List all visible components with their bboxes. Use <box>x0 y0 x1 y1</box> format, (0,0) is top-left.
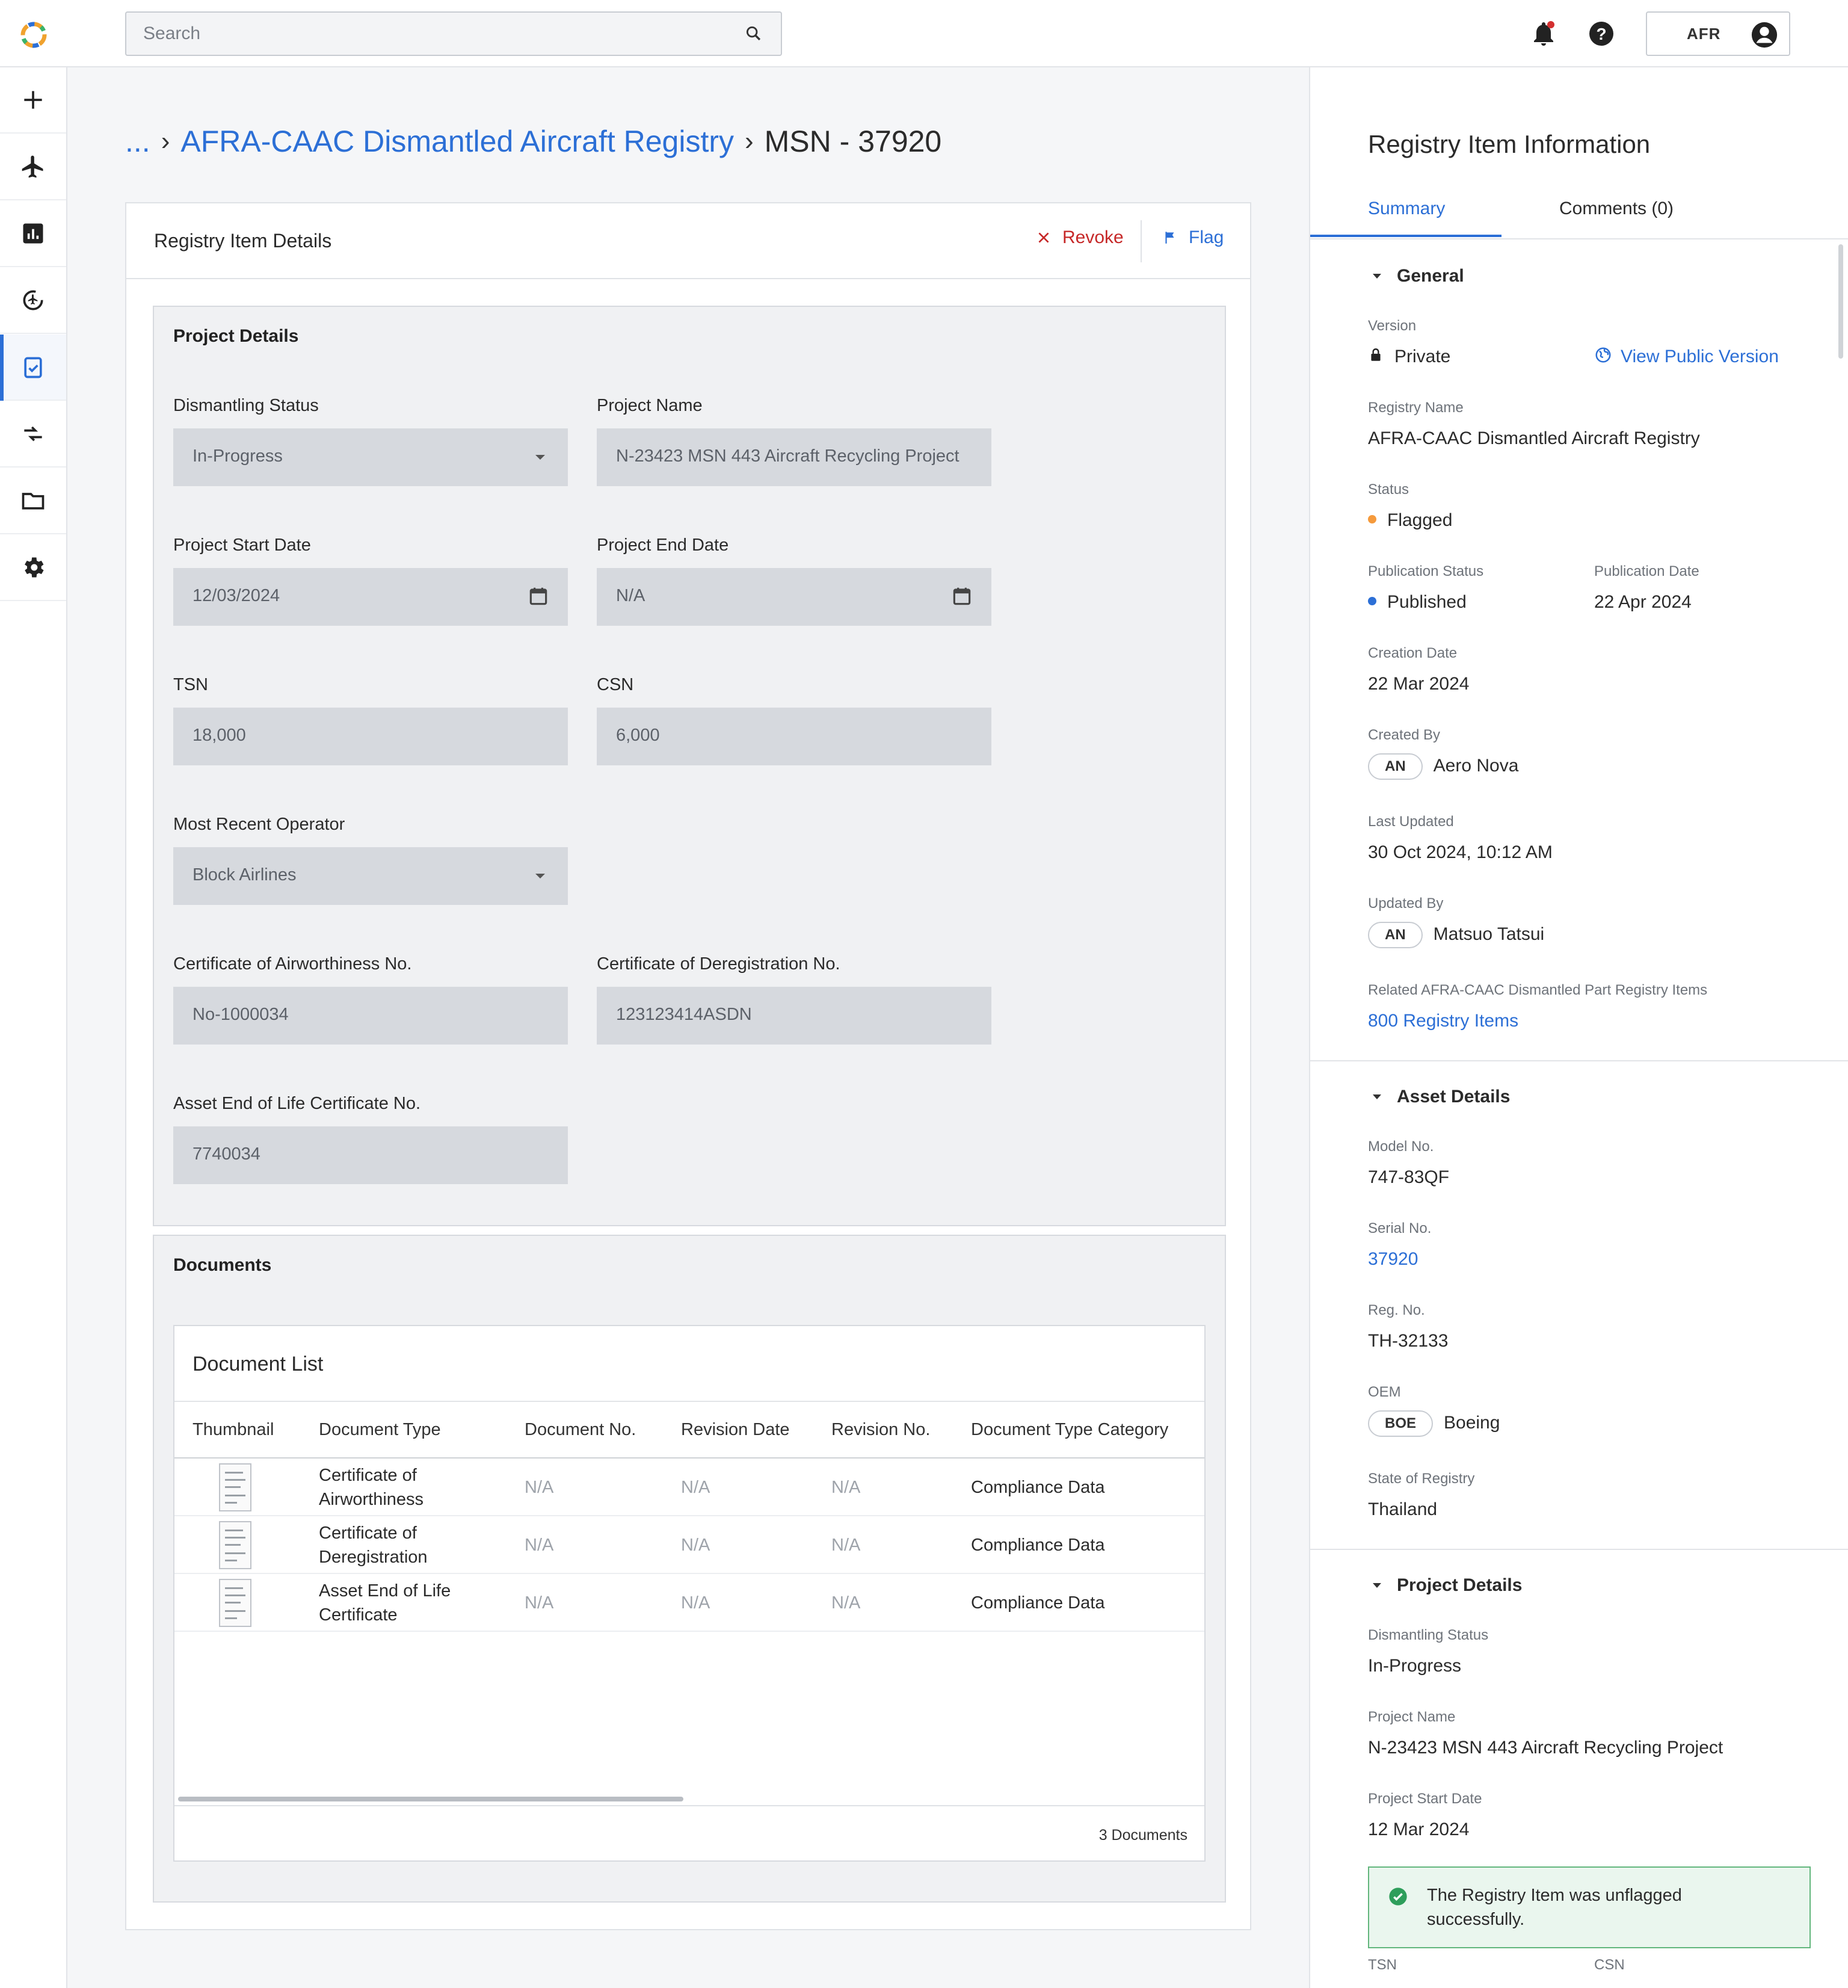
breadcrumb-separator: › <box>161 126 170 156</box>
field-label: Most Recent Operator <box>173 815 345 834</box>
related-items-link[interactable]: 800 Registry Items <box>1368 1011 1519 1031</box>
revoke-button[interactable] <box>1036 227 1124 248</box>
document-type-line: Certificate <box>319 1605 398 1625</box>
view-public-version-link[interactable] <box>1594 347 1779 367</box>
table-header <box>174 1401 1204 1459</box>
document-type <box>319 1521 428 1569</box>
state-label: State of Registry <box>1368 1471 1475 1487</box>
field-value: N-23423 MSN 443 Aircraft Recycling Project <box>616 446 959 466</box>
oem-name: Boeing <box>1444 1412 1500 1433</box>
revision-number: N/A <box>831 1478 861 1497</box>
state-value: Thailand <box>1368 1499 1438 1519</box>
clipboard-check-icon <box>20 354 46 380</box>
breadcrumb-ellipsis[interactable]: ... <box>125 125 150 158</box>
column-header[interactable]: Thumbnail <box>192 1420 274 1439</box>
model-value: 747-83QF <box>1368 1167 1450 1187</box>
version-text: Private <box>1394 347 1451 366</box>
field-value: 7740034 <box>192 1144 260 1164</box>
field-label: Project Name <box>597 396 703 415</box>
nav-create[interactable] <box>0 67 66 134</box>
revision-date: N/A <box>681 1478 710 1497</box>
search-bar <box>125 11 782 56</box>
created-by-label: Created By <box>1368 727 1441 743</box>
document-type <box>319 1463 424 1511</box>
serial-link[interactable]: 37920 <box>1368 1249 1418 1269</box>
nav-aircraft[interactable] <box>0 134 66 200</box>
oem-value <box>1368 1410 1500 1437</box>
field-label: CSN <box>597 675 634 694</box>
left-nav-rail <box>0 67 67 1988</box>
registry-name-value: AFRA-CAAC Dismantled Aircraft Registry <box>1368 428 1700 448</box>
creation-date-label: Creation Date <box>1368 645 1458 661</box>
dismantling-value: In-Progress <box>1368 1656 1462 1676</box>
registry-info-panel <box>1309 67 1848 1988</box>
serial-label: Serial No. <box>1368 1220 1432 1236</box>
document-thumbnail[interactable] <box>219 1579 251 1627</box>
account-icon <box>1751 21 1778 49</box>
document-type-line: Airworthiness <box>319 1490 424 1509</box>
horizontal-scrollbar[interactable] <box>178 1797 683 1801</box>
org-code: AFR <box>1687 25 1721 43</box>
revision-date: N/A <box>681 1593 710 1613</box>
table-row[interactable] <box>174 1516 1204 1574</box>
operator-select[interactable] <box>173 847 568 905</box>
top-bar <box>0 0 1848 67</box>
project-name-value: N-23423 MSN 443 Aircraft Recycling Project <box>1368 1738 1723 1758</box>
table-footer <box>174 1805 1204 1860</box>
publication-status-text: Published <box>1387 592 1467 612</box>
svg-text:?: ? <box>1596 25 1607 43</box>
document-number: N/A <box>525 1593 554 1613</box>
related-items-label: Related AFRA-CAAC Dismantled Part Registry Items <box>1368 982 1708 998</box>
updated-by-value <box>1368 922 1544 948</box>
project-group-toggle[interactable] <box>1368 1575 1522 1596</box>
search-input[interactable] <box>143 13 721 55</box>
publication-status-label: Publication Status <box>1368 563 1484 579</box>
publication-status-dot <box>1368 597 1376 605</box>
oem-label: OEM <box>1368 1384 1401 1400</box>
chart-icon <box>20 220 46 247</box>
document-number: N/A <box>525 1478 554 1497</box>
calendar-icon[interactable] <box>950 585 973 608</box>
start-date-label: Project Start Date <box>1368 1791 1482 1807</box>
field-value: Block Airlines <box>192 865 297 884</box>
group-divider <box>1310 1549 1848 1550</box>
publication-date-label: Publication Date <box>1594 563 1699 579</box>
column-header[interactable]: Document No. <box>525 1420 636 1439</box>
calendar-icon[interactable] <box>527 585 550 608</box>
plus-icon <box>20 87 46 113</box>
field-value: 12/03/2024 <box>192 586 280 605</box>
airworthiness-cert-field[interactable] <box>173 987 568 1045</box>
document-category: Compliance Data <box>971 1478 1105 1497</box>
flag-button[interactable] <box>1162 227 1224 248</box>
nav-settings[interactable] <box>0 535 66 601</box>
field-value: 18,000 <box>192 726 246 745</box>
documents-section <box>153 1235 1226 1903</box>
field-value: In-Progress <box>192 446 283 466</box>
field-label: Certificate of Airworthiness No. <box>173 954 412 974</box>
version-value <box>1368 347 1450 367</box>
flag-label: Flag <box>1189 227 1224 247</box>
app-logo[interactable] <box>17 18 51 52</box>
registry-item-details-card <box>125 202 1251 1930</box>
tsn-field[interactable] <box>173 708 568 765</box>
oem-chip: BOE <box>1368 1410 1433 1437</box>
updated-by-name: Matsuo Tatsui <box>1433 924 1545 944</box>
breadcrumb <box>125 124 941 159</box>
globe-icon <box>1594 346 1612 364</box>
panel-title: Registry Item Information <box>1368 130 1651 158</box>
nav-files[interactable] <box>0 468 66 534</box>
field-label: Certificate of Deregistration No. <box>597 954 840 974</box>
group-title: General <box>1397 266 1464 286</box>
notification-bell-icon[interactable] <box>1529 19 1558 48</box>
gear-icon <box>20 554 46 581</box>
close-icon <box>1036 230 1052 245</box>
reg-label: Reg. No. <box>1368 1302 1425 1318</box>
document-count: 3 Documents <box>1098 1827 1187 1844</box>
status-label: Status <box>1368 481 1409 498</box>
version-label: Version <box>1368 318 1417 334</box>
document-list <box>173 1325 1206 1862</box>
collapse-icon <box>1373 274 1381 279</box>
collapse-icon <box>1373 1583 1381 1588</box>
project-start-date-field[interactable] <box>173 568 568 626</box>
csn-field[interactable] <box>597 708 991 765</box>
asset-group-toggle[interactable] <box>1368 1087 1510 1107</box>
tab-summary[interactable]: Summary <box>1368 199 1446 218</box>
action-divider <box>1141 220 1142 262</box>
document-category: Compliance Data <box>971 1593 1105 1613</box>
revision-number: N/A <box>831 1593 861 1613</box>
group-title: Project Details <box>1397 1575 1523 1595</box>
project-name-field[interactable] <box>597 428 991 486</box>
section-title: Project Details <box>173 326 299 346</box>
vertical-scrollbar[interactable] <box>1838 244 1843 359</box>
field-label: Asset End of Life Certificate No. <box>173 1094 421 1113</box>
folder-icon <box>20 487 46 514</box>
document-type-line: Certificate of <box>319 1466 417 1485</box>
group-title: Asset Details <box>1397 1087 1511 1107</box>
check-circle-icon <box>1388 1887 1408 1906</box>
org-chip: AN <box>1368 753 1423 780</box>
flag-icon <box>1162 229 1178 246</box>
nav-transfer[interactable] <box>0 401 66 468</box>
csn-label: CSN <box>1594 1957 1625 1973</box>
status-dot <box>1368 515 1376 523</box>
field-label: Project End Date <box>597 536 729 555</box>
breadcrumb-separator: › <box>745 126 754 156</box>
document-list-title: Document List <box>192 1353 324 1375</box>
field-value: 6,000 <box>616 726 660 745</box>
created-by-value <box>1368 753 1518 780</box>
reg-value: TH-32133 <box>1368 1331 1449 1351</box>
project-name-label: Project Name <box>1368 1709 1456 1725</box>
document-type-line: Asset End of Life <box>319 1581 451 1601</box>
column-header[interactable]: Revision No. <box>831 1420 931 1439</box>
document-thumbnail[interactable] <box>219 1463 251 1511</box>
last-updated-label: Last Updated <box>1368 813 1454 830</box>
model-label: Model No. <box>1368 1138 1434 1155</box>
revision-date: N/A <box>681 1536 710 1555</box>
card-title: Registry Item Details <box>154 230 332 252</box>
field-label: TSN <box>173 675 208 694</box>
card-header <box>126 203 1250 279</box>
tsn-label: TSN <box>1368 1957 1397 1973</box>
success-toast <box>1368 1866 1811 1948</box>
transfer-arrows-icon <box>20 421 46 447</box>
table-row[interactable] <box>174 1574 1204 1632</box>
nav-tracking[interactable] <box>0 268 66 334</box>
status-text: Flagged <box>1387 510 1453 530</box>
end-of-life-cert-field[interactable] <box>173 1126 568 1184</box>
project-details-section <box>153 306 1226 1226</box>
rotate-airplane-icon <box>20 287 46 313</box>
document-thumbnail[interactable] <box>219 1521 251 1569</box>
revoke-label: Revoke <box>1062 227 1124 247</box>
created-by-name: Aero Nova <box>1433 755 1519 776</box>
toast-message: The Registry Item was unflagged successfully. <box>1427 1886 1682 1929</box>
active-tab-indicator <box>1310 235 1502 237</box>
dismantling-label: Dismantling Status <box>1368 1627 1489 1643</box>
deregistration-cert-field[interactable] <box>597 987 991 1045</box>
caret-down-icon <box>535 874 545 878</box>
status-badge <box>1368 510 1452 531</box>
general-group-toggle[interactable] <box>1368 266 1464 286</box>
breadcrumb-registry-link[interactable]: AFRA-CAAC Dismantled Aircraft Registry <box>180 125 734 158</box>
document-type-line: Certificate of <box>319 1523 417 1543</box>
document-type <box>319 1579 451 1627</box>
last-updated-value: 30 Oct 2024, 10:12 AM <box>1368 842 1553 862</box>
nav-reports[interactable] <box>0 201 66 267</box>
section-title: Documents <box>173 1255 272 1275</box>
group-divider <box>1310 1060 1848 1061</box>
project-end-date-field[interactable] <box>597 568 991 626</box>
document-number: N/A <box>525 1536 554 1555</box>
document-category: Compliance Data <box>971 1536 1105 1555</box>
publication-date-value: 22 Apr 2024 <box>1594 592 1692 612</box>
collapse-icon <box>1373 1094 1381 1099</box>
document-type-line: Deregistration <box>319 1548 428 1567</box>
dismantling-status-select[interactable] <box>173 428 568 486</box>
field-value: N/A <box>616 586 645 605</box>
tab-comments[interactable]: Comments (0) <box>1559 199 1674 218</box>
column-header[interactable]: Document Type <box>319 1420 441 1439</box>
field-value: 123123414ASDN <box>616 1005 752 1024</box>
field-label: Dismantling Status <box>173 396 319 415</box>
lock-icon <box>1368 346 1384 364</box>
user-menu[interactable] <box>1646 11 1790 56</box>
nav-registry[interactable] <box>0 335 66 401</box>
field-value: No-1000034 <box>192 1005 289 1024</box>
column-header[interactable]: Document Type Category <box>971 1420 1169 1439</box>
creation-date-value: 22 Mar 2024 <box>1368 674 1470 694</box>
page-title: MSN - 37920 <box>764 125 942 158</box>
panel-tabs <box>1310 185 1848 239</box>
search-icon[interactable] <box>744 23 764 44</box>
org-chip: AN <box>1368 922 1423 948</box>
start-date-value: 12 Mar 2024 <box>1368 1820 1470 1839</box>
airplane-icon <box>20 153 46 180</box>
caret-down-icon <box>535 455 545 460</box>
field-label: Project Start Date <box>173 536 311 555</box>
view-public-text: View Public Version <box>1621 347 1779 366</box>
updated-by-label: Updated By <box>1368 895 1444 912</box>
column-header[interactable]: Revision Date <box>681 1420 790 1439</box>
publication-status-badge <box>1368 592 1467 613</box>
revision-number: N/A <box>831 1536 861 1555</box>
registry-name-label: Registry Name <box>1368 400 1464 416</box>
table-row[interactable] <box>174 1459 1204 1516</box>
help-icon[interactable] <box>1587 19 1616 48</box>
